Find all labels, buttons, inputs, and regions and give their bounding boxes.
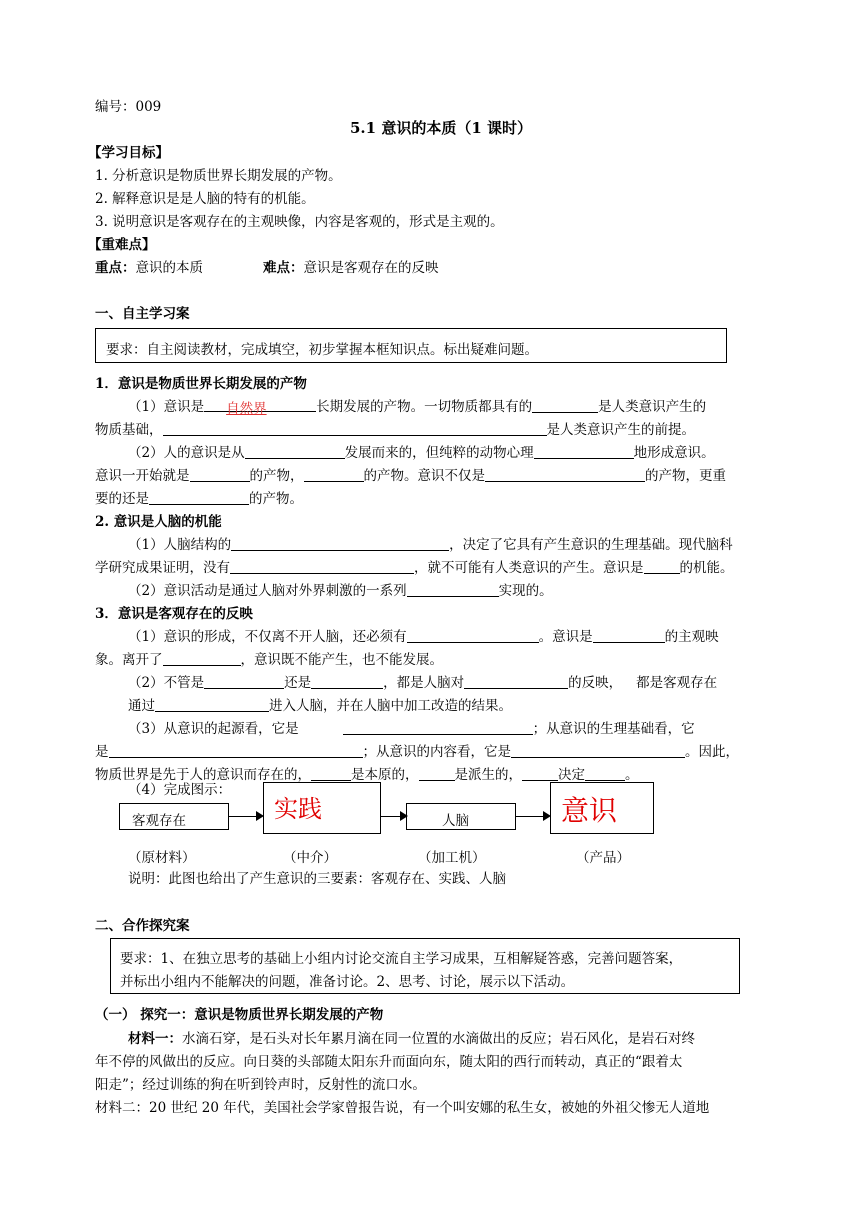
fill-blank[interactable] [522,766,558,781]
topic2-line2: 学研究成果证明，没有 ，就不可能有人类意识的产生。意识是 的机能。 [95,560,734,576]
requirement-text: 要求：自主阅读教材，完成填空，初步掌握本框知识点。标出疑难问题。 [106,342,538,358]
answer-text: 自然界 [226,401,267,417]
fill-blank[interactable] [585,766,625,781]
fill-blank[interactable] [534,444,634,459]
diagram-caption: （原材料） [128,850,196,866]
topic1-line5: 要的还是 的产物。 [95,491,303,507]
fill-blank[interactable] [511,743,685,758]
doc-number: 编号：009 [95,99,162,115]
fill-blank[interactable] [485,467,645,482]
diagram-box-label: 实践 [274,795,322,823]
arrow-line [381,816,401,817]
topic1-line1: （1）意识是 自然界 长期发展的产物。一切物质都具有的 是人类意识产生的 [128,399,707,417]
section2-heading: 二、合作探究案 [95,918,190,934]
inquiry-heading: （一） 探究一：意识是物质世界长期发展的产物 [95,1007,384,1023]
topic1-heading: 1．意识是物质世界长期发展的产物 [95,376,307,392]
topic3-heading: 3．意识是客观存在的反映 [95,606,253,622]
fill-blank[interactable] [407,582,499,597]
material-line: 材料二：20 世纪 20 年代，美国社会学家曾报告说，有一个叫安娜的私生女，被她的外祖父惨无人道地 [95,1100,710,1116]
material-label: 材料一： [128,1031,182,1047]
diagram-box-label: 客观存在 [132,813,186,829]
topic3-line7: 物质世界是先于人的意识而存在的， 是本原的， 是派生的， 决定 。 [95,767,639,783]
fill-blank[interactable] [407,628,539,643]
fill-blank[interactable] [204,674,284,689]
goal-item: 1. 分析意识是物质世界长期发展的产物。 [95,168,342,184]
diagram-box-objective [119,803,229,830]
fill-blank[interactable] [190,467,250,482]
goal-item: 3. 说明意识是客观存在的主观映像，内容是客观的，形式是主观的。 [95,214,504,230]
key-text: 意识的本质 [135,260,203,276]
fill-blank[interactable] [464,674,568,689]
diagram-caption: （产品） [576,850,630,866]
difficult-point-line [263,256,439,276]
topic3-line8: （4）完成图示： [128,782,232,798]
fill-blank[interactable] [155,697,269,712]
topic2-heading: 2. 意识是人脑的机能 [95,514,222,530]
goal-item: 2. 解释意识是是人脑的特有的机能。 [95,191,315,207]
diagram-caption: （中介） [283,850,337,866]
material-line: 材料一：水滴石穿，是石头对长年累月滴在同一位置的水滴做出的反应；岩石风化，是岩石对终 [128,1031,695,1047]
topic3-line2: 象。离开了 ，意识既不能产生，也不能发展。 [95,652,443,668]
topic3-line4: 通过 进入人脑，并在人脑中加工改造的结果。 [128,698,512,714]
topic3-line1: （1）意识的形成，不仅离不开人脑，还必须有 。意识是 的主观映 [128,629,719,645]
diagram-box-label: 意识 [561,794,618,827]
fill-blank[interactable] [163,651,241,666]
arrow-line [516,816,544,817]
topic1-line4: 意识一开始就是 的产物， 的产物。意识不仅是 的产物，更重 [95,468,726,484]
fill-blank[interactable] [644,559,680,574]
topic3-line5: （3）从意识的起源看，它是 ；从意识的生理基础看，它 [128,721,695,737]
goals-heading: 【学习目标】 [88,145,169,161]
fill-blank[interactable] [311,766,351,781]
fill-blank[interactable] [343,720,533,735]
fill-blank[interactable] [593,628,665,643]
topic1-line3: （2）人的意识是从 发展而来的，但纯粹的动物心理 地形成意识。 [128,445,715,461]
fill-blank[interactable] [245,444,345,459]
material-line: 年不停的风做出的反应。向日葵的头部随太阳东升而面向东，随太阳的西行而转动，真正的“跟着太 [95,1054,683,1070]
diagram-caption: （加工机） [418,850,486,866]
requirement-text: 要求：1、在独立思考的基础上小组内讨论交流自主学习成果，互相解疑答惑，完善问题答案， [120,951,683,967]
fill-blank[interactable] [109,743,363,758]
arrow-line [229,816,257,817]
fill-blank[interactable] [149,490,249,505]
material-line: 阳走”；经过训练的狗在听到铃声时，反射性的流口水。 [95,1077,426,1093]
diagram-box-consciousness [550,782,654,834]
fill-blank[interactable] [163,421,547,436]
diagram-box-label: 人脑 [442,813,469,829]
difficult-text: 意识是客观存在的反映 [303,260,439,276]
diagram-note: 说明：此图也给出了产生意识的三要素：客观存在、实践、人脑 [128,871,506,887]
diagram-box-practice [263,782,381,834]
topic2-line3: （2）意识活动是通过人脑对外界刺激的一系列 实现的。 [128,583,553,599]
fill-blank[interactable] [230,559,414,574]
key-point-line [95,256,203,276]
topic2-line1: （1）人脑结构的 ，决定了它具有产生意识的生理基础。现代脑科 [128,537,733,553]
section1-heading: 一、自主学习案 [95,306,190,322]
difficult-label: 难点： [263,260,304,276]
requirement-text: 并标出小组内不能解决的问题，准备讨论。2、思考、讨论，展示以下活动。 [120,974,575,990]
fill-blank[interactable] [532,398,598,413]
fill-blank[interactable] [304,467,364,482]
page-title: 5.1 意识的本质（1 课时） [350,119,532,137]
key-label: 重点： [95,260,136,276]
topic1-line2: 物质基础， 是人类意识产生的前提。 [95,422,695,438]
keypoints-heading: 【重难点】 [88,237,156,253]
topic3-line3: （2）不管是 还是 ，都是人脑对 的反映， 都是客观存在 [128,675,718,691]
fill-blank[interactable] [419,766,455,781]
topic3-line6: 是 ；从意识的内容看，它是 。因此， [95,744,739,760]
diagram-box-brain [406,803,516,830]
requirement-box [95,328,727,363]
fill-blank[interactable] [311,674,383,689]
requirement-box [110,938,740,994]
fill-blank[interactable] [204,397,316,417]
fill-blank[interactable] [231,536,449,551]
